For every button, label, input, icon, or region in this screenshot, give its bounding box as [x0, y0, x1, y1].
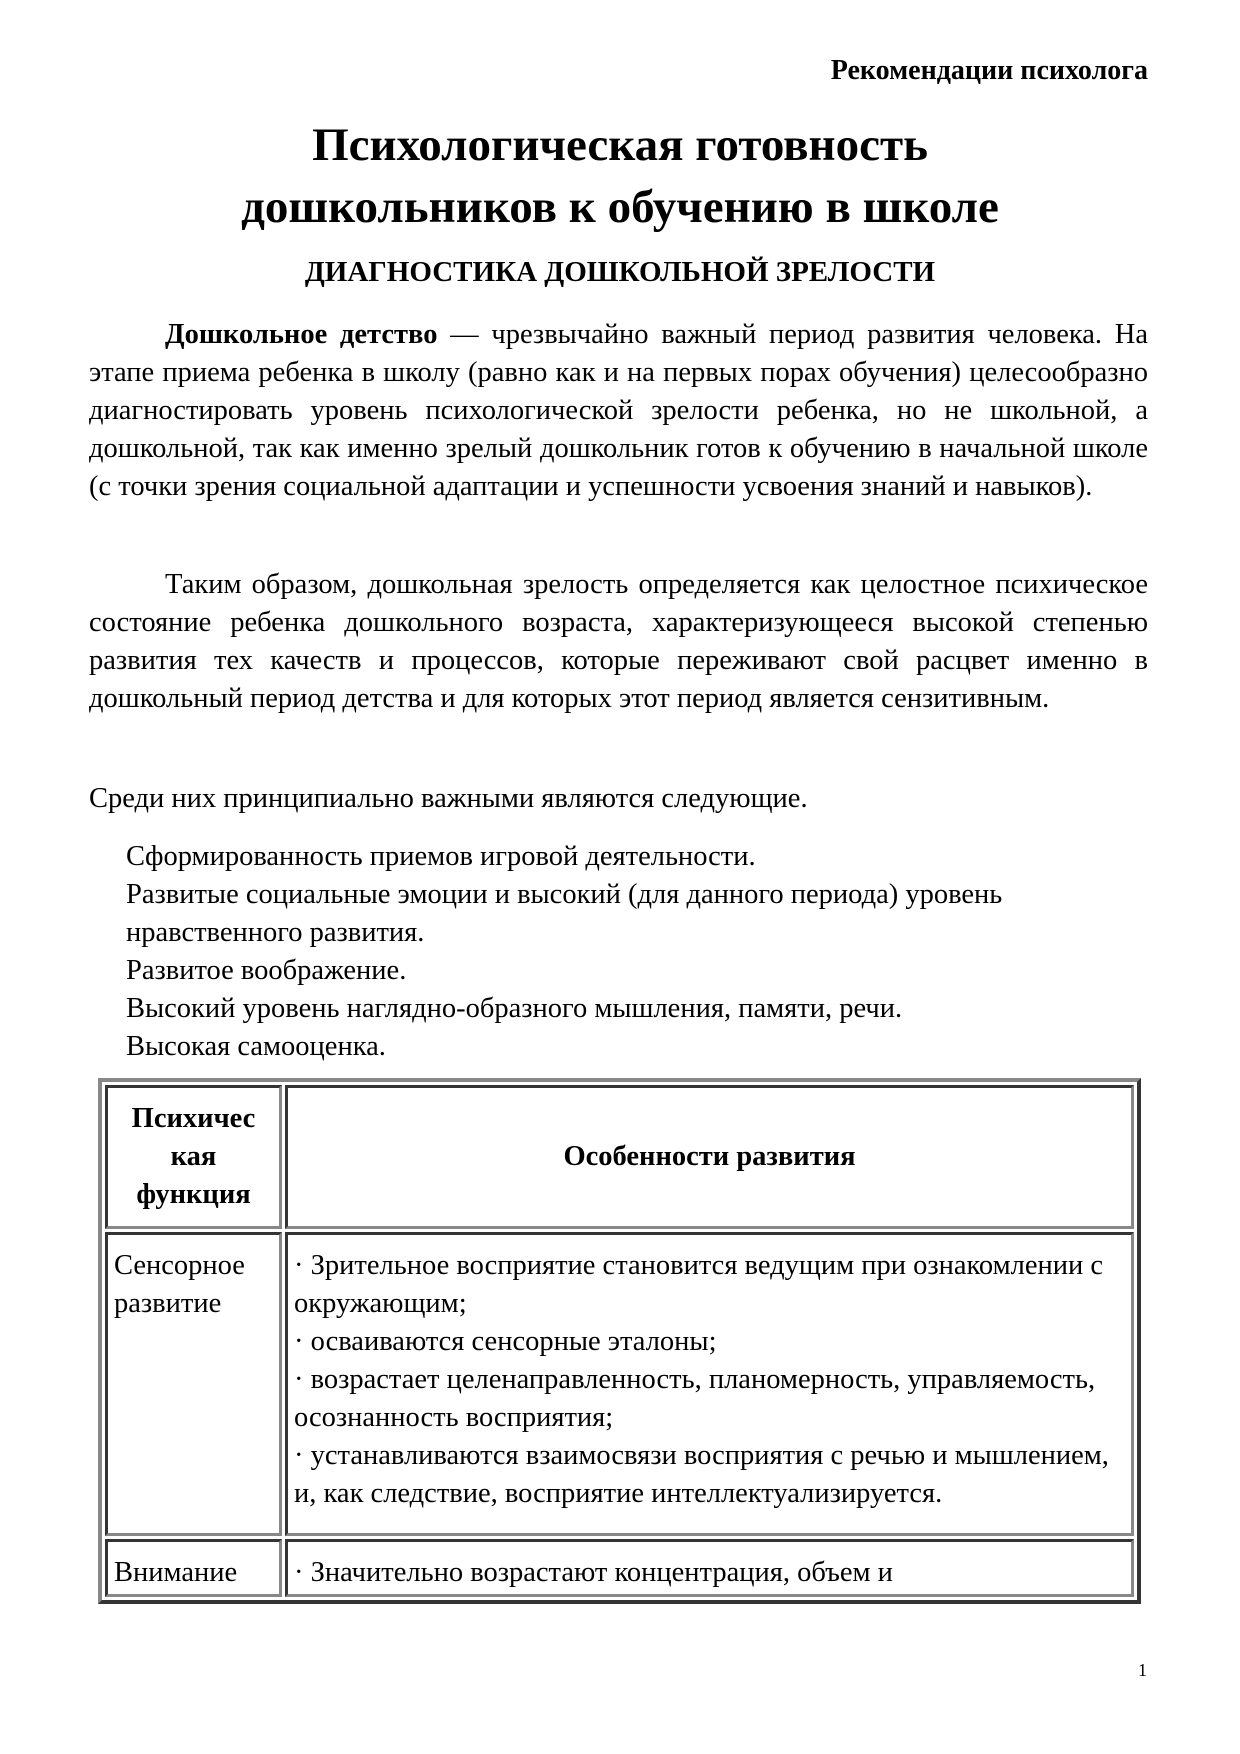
list-item: Высокий уровень наглядно-образного мышления, памяти, речи.	[126, 993, 903, 1024]
feature-item: · осваиваются сенсорные эталоны;	[294, 1326, 717, 1357]
feature-item: · устанавливаются взаимосвязи восприятия с речью и мышлением, и, как следствие, восприятие интеллектуализируется.	[294, 1440, 1109, 1509]
development-table	[98, 1078, 1141, 1604]
list-item: Развитые социальные эмоции и высокий (для данного периода) уровень нравственного развития.	[126, 879, 1003, 948]
table-header-row	[105, 1085, 1134, 1229]
subtitle: ДИАГНОСТИКА ДОШКОЛЬНОЙ ЗРЕЛОСТИ	[304, 256, 936, 288]
table-row	[105, 1539, 1134, 1597]
table-row	[105, 1232, 1134, 1536]
feature-item: · Значительно возрастают концентрация, объем и	[294, 1557, 893, 1588]
title-line-2: дошкольников к обучению в школе	[241, 181, 999, 233]
paragraph-1	[89, 316, 1148, 506]
header-function-line: кая	[170, 1141, 217, 1172]
qualities-list	[126, 838, 1066, 1066]
cell-features	[285, 1232, 1134, 1536]
page-title	[0, 114, 1240, 238]
paragraph-1-text: — чрезвычайно важный период развития человека. На этапе приема ребенка в школу (равно как и на первых порах обучения) целесообразно диагностировать уровень психологической зрелости ребенка, но не школьной, а дошкольной, так как именно зрелый дошкольник готов к обучению в начальной школе (с точки зрения социальной адаптации и успешности усвоения знаний и навыков).	[89, 319, 1148, 502]
cell-function: Внимание	[105, 1539, 282, 1597]
lead-sentence: Среди них принципиально важными являются следующие.	[89, 783, 808, 814]
list-item: Высокая самооценка.	[126, 1031, 386, 1062]
paragraph-2: Таким образом, дошкольная зрелость определяется как целостное психическое состояние ребенка дошкольного возраста, характеризующееся высокой степенью развития тех качеств и процессов, которые переживают свой расцвет именно в дошкольный период детства и для которых этот период является сензитивным.	[89, 569, 1148, 714]
header-function	[105, 1085, 282, 1229]
page-number: 1	[1138, 1660, 1147, 1680]
list-item: Сформированность приемов игровой деятельности.	[126, 841, 756, 872]
header-function-line: функция	[136, 1179, 251, 1210]
feature-item: · Зрительное восприятие становится ведущим при ознакомлении с окружающим;	[294, 1250, 1104, 1319]
cell-features	[285, 1539, 1134, 1597]
list-item: Развитое воображение.	[126, 955, 407, 986]
section-header: Рекомендации психолога	[830, 55, 1148, 86]
header-features: Особенности развития	[285, 1085, 1134, 1229]
header-function-line: Психичес	[131, 1103, 256, 1134]
title-line-1: Психологическая готовность	[312, 119, 928, 171]
feature-item: · возрастает целенаправленность, планомерность, управляемость, осознанность восприятия;	[294, 1364, 1096, 1433]
paragraph-1-bold: Дошкольное детство	[165, 319, 438, 350]
cell-function: Сенсорное развитие	[105, 1232, 282, 1536]
